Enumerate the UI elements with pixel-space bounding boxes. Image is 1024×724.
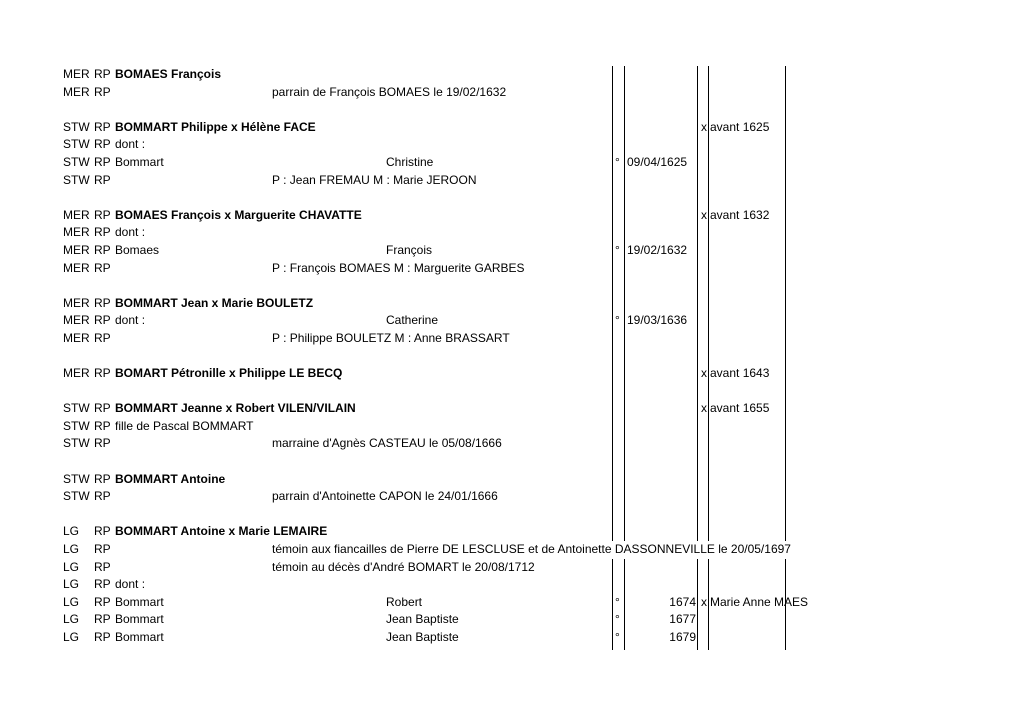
person-name: BOMMART Jeanne x Robert VILEN/VILAIN xyxy=(115,401,356,416)
source-code: RP xyxy=(94,594,111,609)
record-row xyxy=(0,435,1024,453)
parish-code: LG xyxy=(63,594,80,609)
record-row xyxy=(0,471,1024,489)
source-code: RP xyxy=(94,119,111,134)
parish-code: LG xyxy=(63,524,80,539)
birth-mark: ° xyxy=(615,242,620,257)
record-row xyxy=(0,277,1024,295)
parish-code: MER xyxy=(63,207,90,222)
parish-code: LG xyxy=(63,559,80,574)
birth-mark: ° xyxy=(615,154,620,169)
record-list xyxy=(0,66,1024,647)
record-row xyxy=(0,559,1024,577)
given-name: Christine xyxy=(386,154,434,169)
person-name: BOMMART Antoine x Marie LEMAIRE xyxy=(115,524,328,539)
record-row xyxy=(0,136,1024,154)
person-name: BOMAES François xyxy=(115,67,222,81)
event-note: témoin au décès d'André BOMART le 20/08/1712 xyxy=(272,559,536,577)
source-code: RP xyxy=(94,242,111,257)
source-code: RP xyxy=(94,524,111,539)
event-note: parrain d'Antoinette CAPON le 24/01/1666 xyxy=(272,489,498,504)
parish-code: LG xyxy=(63,542,80,557)
source-code: RP xyxy=(94,542,111,557)
person-name: BOMMART Jean x Marie BOULETZ xyxy=(115,295,314,310)
event-date: 1679 xyxy=(669,630,696,644)
source-code: RP xyxy=(94,559,111,574)
person-name: Bommart xyxy=(115,594,164,609)
source-code: RP xyxy=(94,489,111,504)
source-code: RP xyxy=(94,84,111,99)
parish-code: STW xyxy=(63,119,90,134)
person-name: Bomaes xyxy=(115,242,160,257)
parish-code: MER xyxy=(63,67,90,81)
parish-code: STW xyxy=(63,401,90,416)
marriage-mark: x xyxy=(701,366,707,381)
parish-code: MER xyxy=(63,313,90,328)
birth-mark: ° xyxy=(615,594,620,609)
person-name: BOMMART Philippe x Hélène FACE xyxy=(115,119,316,134)
parish-code: STW xyxy=(63,137,90,152)
source-code: RP xyxy=(94,313,111,328)
parish-code: STW xyxy=(63,471,90,486)
parish-code: STW xyxy=(63,172,90,187)
record-row xyxy=(0,365,1024,383)
parish-code: STW xyxy=(63,418,90,433)
parish-code: LG xyxy=(63,577,80,592)
parish-code: MER xyxy=(63,330,90,345)
person-name: Bommart xyxy=(115,154,164,169)
person-name: BOMMART Antoine xyxy=(115,471,226,486)
person-name: BOMAES François x Marguerite CHAVATTE xyxy=(115,207,362,222)
given-name: François xyxy=(386,242,433,257)
marriage-mark: x xyxy=(701,119,707,134)
marriage-info: avant 1632 xyxy=(710,207,770,222)
source-code: RP xyxy=(94,172,111,187)
birth-mark: ° xyxy=(615,313,620,328)
record-row xyxy=(0,418,1024,436)
event-date: 19/03/1636 xyxy=(627,313,688,328)
event-date: 09/04/1625 xyxy=(627,154,688,169)
source-code: RP xyxy=(94,366,111,381)
marriage-mark: x xyxy=(701,594,707,609)
source-code: RP xyxy=(94,137,111,152)
person-name: dont : xyxy=(115,313,146,328)
record-row xyxy=(0,383,1024,401)
record-row xyxy=(0,66,1024,84)
parish-code: MER xyxy=(63,242,90,257)
source-code: RP xyxy=(94,471,111,486)
birth-mark: ° xyxy=(615,630,620,644)
record-row xyxy=(0,242,1024,260)
record-row xyxy=(0,295,1024,313)
source-code: RP xyxy=(94,207,111,222)
source-code: RP xyxy=(94,225,111,240)
record-row xyxy=(0,594,1024,612)
parish-code: LG xyxy=(63,630,80,644)
marriage-mark: x xyxy=(701,401,707,416)
record-row xyxy=(0,154,1024,172)
marriage-info: avant 1625 xyxy=(710,119,770,134)
source-code: RP xyxy=(94,630,111,644)
record-row xyxy=(0,330,1024,348)
record-row xyxy=(0,172,1024,190)
event-note: marraine d'Agnès CASTEAU le 05/08/1666 xyxy=(272,436,502,451)
source-code: RP xyxy=(94,418,111,433)
record-row xyxy=(0,189,1024,207)
source-code: RP xyxy=(94,260,111,275)
source-code: RP xyxy=(94,401,111,416)
marriage-mark: x xyxy=(701,207,707,222)
parish-code: MER xyxy=(63,84,90,99)
event-note: P : Philippe BOULETZ M : Anne BRASSART xyxy=(272,330,510,345)
given-name: Catherine xyxy=(386,313,439,328)
parish-code: MER xyxy=(63,225,90,240)
person-name: Bommart xyxy=(115,630,164,644)
person-name: BOMART Pétronille x Philippe LE BECQ xyxy=(115,366,343,381)
marriage-info: Marie Anne MAES xyxy=(710,594,809,609)
birth-mark: ° xyxy=(615,612,620,627)
given-name: Jean Baptiste xyxy=(386,630,459,644)
source-code: RP xyxy=(94,612,111,627)
parish-code: STW xyxy=(63,154,90,169)
event-date: 1677 xyxy=(669,612,696,627)
given-name: Robert xyxy=(386,594,423,609)
record-row xyxy=(0,101,1024,119)
record-row xyxy=(0,576,1024,594)
source-code: RP xyxy=(94,154,111,169)
event-note: témoin aux fiancailles de Pierre DE LESCLUSE et de Antoinette DASSONNEVILLE le 20/05/1697 xyxy=(272,541,792,559)
person-name: dont : xyxy=(115,577,146,592)
parish-code: LG xyxy=(63,612,80,627)
record-row xyxy=(0,207,1024,225)
record-row xyxy=(0,523,1024,541)
source-code: RP xyxy=(94,330,111,345)
record-row xyxy=(0,506,1024,524)
record-row xyxy=(0,260,1024,278)
given-name: Jean Baptiste xyxy=(386,612,459,627)
parish-code: STW xyxy=(63,436,90,451)
record-row xyxy=(0,541,1024,559)
event-note: P : Jean FREMAU M : Marie JEROON xyxy=(272,172,477,187)
person-name: dont : xyxy=(115,225,146,240)
person-name: dont : xyxy=(115,137,146,152)
source-code: RP xyxy=(94,577,111,592)
record-row xyxy=(0,611,1024,629)
record-row xyxy=(0,312,1024,330)
source-code: RP xyxy=(94,436,111,451)
event-note: P : François BOMAES M : Marguerite GARBES xyxy=(272,260,525,275)
record-row xyxy=(0,84,1024,102)
record-row xyxy=(0,348,1024,366)
marriage-info: avant 1655 xyxy=(710,401,770,416)
record-row xyxy=(0,453,1024,471)
parish-code: STW xyxy=(63,489,90,504)
source-code: RP xyxy=(94,67,111,81)
marriage-info: avant 1643 xyxy=(710,366,770,381)
record-row xyxy=(0,119,1024,137)
person-name: Bommart xyxy=(115,612,164,627)
record-row xyxy=(0,629,1024,647)
event-date: 19/02/1632 xyxy=(627,242,688,257)
parish-code: MER xyxy=(63,295,90,310)
parish-code: MER xyxy=(63,366,90,381)
record-row xyxy=(0,224,1024,242)
source-code: RP xyxy=(94,295,111,310)
record-row xyxy=(0,400,1024,418)
record-row xyxy=(0,488,1024,506)
event-note: parrain de François BOMAES le 19/02/1632 xyxy=(272,84,507,99)
event-date: 1674 xyxy=(669,594,696,609)
person-name: fille de Pascal BOMMART xyxy=(115,418,254,433)
parish-code: MER xyxy=(63,260,90,275)
